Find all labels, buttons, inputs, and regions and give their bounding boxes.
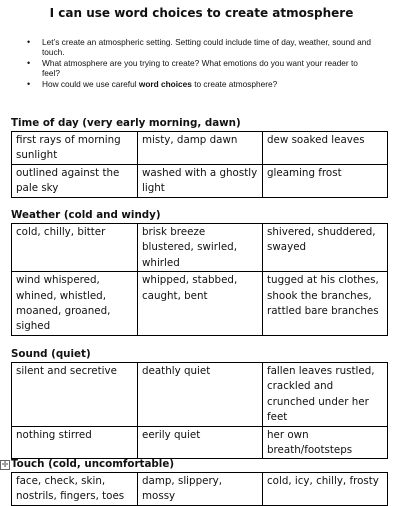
word-table-touch: [11, 472, 388, 506]
table-cell: washed with a ghostly light: [138, 164, 263, 197]
table-cell: face, check, skin, nostrils, fingers, toes: [12, 473, 138, 506]
table-row: [12, 363, 388, 427]
table-row: [12, 164, 388, 197]
table-row: [12, 272, 388, 336]
table-cell: shivered, shuddered, swayed: [263, 224, 388, 272]
section-heading: Time of day (very early morning, dawn): [11, 117, 241, 129]
table-cell: brisk breeze blustered, swirled, whirled: [138, 224, 263, 272]
table-cell: fallen leaves rustled, crackled and crunched under her feet: [263, 363, 388, 427]
table-cell: first rays of morning sunlight: [12, 132, 138, 165]
bullet-item: • Let’s create an atmospheric setting. Setting could include time of day, weather, sound and touch.: [24, 37, 374, 58]
section-time-of-day: [11, 117, 388, 198]
instruction-list: [24, 37, 374, 89]
table-cell: deathly quiet: [138, 363, 263, 427]
table-cell: gleaming frost: [263, 164, 388, 197]
word-table-time-of-day: [11, 131, 388, 198]
table-cell: tugged at his clothes, shook the branches, rattled bare branches: [263, 272, 388, 336]
page-title: I can use word choices to create atmosphere: [49, 6, 354, 20]
table-cell: silent and secretive: [12, 363, 138, 427]
table-cell: misty, damp dawn: [138, 132, 263, 165]
table-row: [12, 224, 388, 272]
table-cell: eerily quiet: [138, 426, 263, 459]
table-row: [12, 473, 388, 506]
section-heading: Sound (quiet): [11, 348, 91, 360]
section-heading: Weather (cold and windy): [11, 209, 161, 221]
table-cell: cold, icy, chilly, frosty: [263, 473, 388, 506]
bullet-item: • What atmosphere are you trying to create? What emotions do you want your reader to feel?: [24, 58, 374, 79]
table-cell: cold, chilly, bitter: [12, 224, 138, 272]
table-cell: wind whispered, whined, whistled, moaned, groaned, sighed: [12, 272, 138, 336]
table-cell: whipped, stabbed, caught, bent: [138, 272, 263, 336]
table-cell: damp, slippery, mossy: [138, 473, 263, 506]
section-weather: [11, 209, 388, 336]
move-handle-icon[interactable]: ✛: [1, 460, 9, 469]
word-table-weather: [11, 223, 388, 336]
section-heading: Touch (cold, uncomfortable): [11, 458, 175, 470]
table-cell: dew soaked leaves: [263, 132, 388, 165]
bullet-item: • How could we use careful word choices to create atmosphere?: [24, 79, 374, 89]
table-cell: outlined against the pale sky: [12, 164, 138, 197]
section-sound: [11, 348, 388, 459]
word-table-sound: [11, 362, 388, 459]
table-row: [12, 426, 388, 459]
table-cell: nothing stirred: [12, 426, 138, 459]
table-row: [12, 132, 388, 165]
section-touch: [1, 458, 388, 506]
table-cell: her own breath/footsteps: [263, 426, 388, 459]
